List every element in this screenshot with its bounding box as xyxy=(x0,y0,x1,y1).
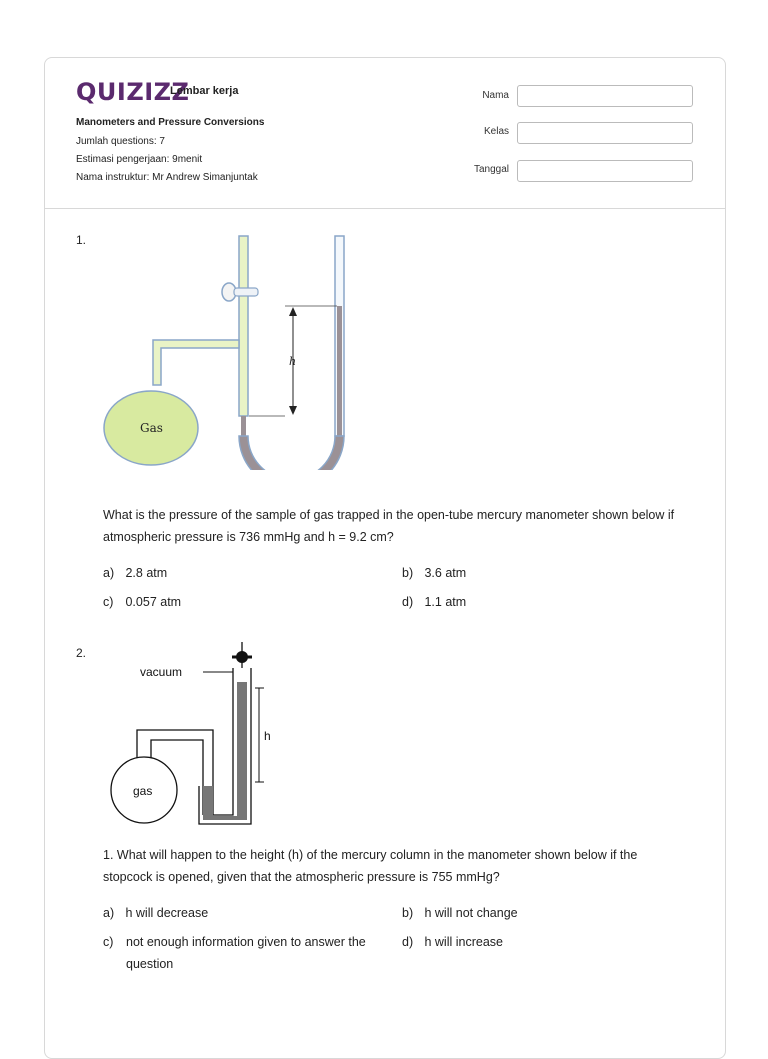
bottom-mercury xyxy=(203,816,247,820)
option-1d[interactable]: d) 1.1 atm xyxy=(402,595,467,609)
gas-label: Gas xyxy=(140,421,163,435)
question-2-text: 1. What will happen to the height (h) of the mercury column in the manometer shown below if the stopcock is opened, given that the atmospheric pressure is 755 mmHg? xyxy=(103,848,638,884)
worksheet-header xyxy=(45,58,725,209)
left-tube xyxy=(239,236,248,416)
name-input[interactable] xyxy=(517,85,693,107)
date-label: Tanggal xyxy=(473,164,509,175)
question-1-figure xyxy=(103,230,363,470)
option-2d[interactable]: d) h will increase xyxy=(402,935,503,949)
gas-label: gas xyxy=(133,784,153,798)
left-mercury xyxy=(203,786,213,816)
arrow-up-icon xyxy=(289,307,297,316)
u-bend-mercury xyxy=(239,436,344,470)
question-count: Jumlah questions: 7 xyxy=(76,136,165,147)
question-1-text: What is the pressure of the sample of gas trapped in the open-tube mercury manometer shown below if atmospheric pressure is 736 mmHg and h = 9.2 cm? xyxy=(103,508,675,544)
question-2-figure xyxy=(103,640,353,830)
question-1-number: 1. xyxy=(76,233,87,247)
connector-tube xyxy=(153,340,239,385)
question-2-number: 2. xyxy=(76,646,87,660)
right-mercury-column xyxy=(237,682,247,816)
u-tube-inner xyxy=(213,668,233,815)
option-2b[interactable]: b) h will not change xyxy=(402,906,518,920)
worksheet-subtitle: Lembar kerja xyxy=(170,85,239,97)
option-2c[interactable]: c) not enough information given to answer the question xyxy=(103,935,366,971)
vacuum-label: vacuum xyxy=(140,665,183,679)
option-1a[interactable]: a) 2.8 atm xyxy=(103,566,168,580)
height-label: h xyxy=(289,355,297,368)
quizizz-logo: QUIZIZZ xyxy=(76,78,190,106)
instructor-name: Nama instruktur: Mr Andrew Simanjuntak xyxy=(76,172,258,183)
worksheet-title: Manometers and Pressure Conversions xyxy=(76,117,265,128)
stopcock-valve xyxy=(234,288,258,296)
class-label: Kelas xyxy=(483,126,509,137)
worksheet-card xyxy=(44,57,726,1059)
class-input[interactable] xyxy=(517,122,693,144)
left-mercury-column xyxy=(241,416,246,436)
time-estimate: Estimasi pengerjaan: 9menit xyxy=(76,154,203,165)
right-mercury-column xyxy=(337,306,342,436)
height-label: h xyxy=(264,729,271,743)
name-label: Nama xyxy=(482,90,509,101)
date-input[interactable] xyxy=(517,160,693,182)
option-2a[interactable]: a) h will decrease xyxy=(103,906,209,920)
option-1b[interactable]: b) 3.6 atm xyxy=(402,566,467,580)
arrow-down-icon xyxy=(289,406,297,415)
option-1c[interactable]: c) 0.057 atm xyxy=(103,595,182,609)
